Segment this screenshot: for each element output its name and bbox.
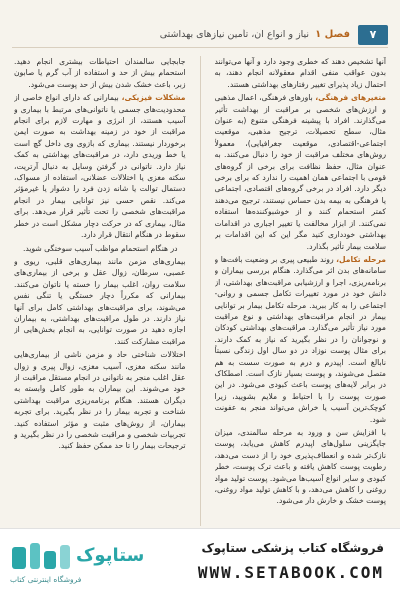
paragraph: بیماری‌های مزمن مانند بیماری‌های قلبی، ریوی و عصبی، سرطان، زوال عقل و برخی از بیماری‌های سلامت روان، اغلب بیمار را خسته یا ناتوان می‌کنند. بیمارانی که مکرراً دچار خستگی یا تنگی نفس می‌شوند، برای مراقبت‌های بهداشتی کامل برای آنها نیاز دارند. در طول مراقبت‌های بهداشتی، به بیماران اجازه دهید در صورت توانایی، به انجام بخش‌هایی از مراقبت مشارکت کنند.	[14, 256, 186, 346]
paragraph: مرحله تکامل، روند طبیعی پیری بر وضعیت بافت‌ها و سامانه‌های بدن اثر می‌گذارد. هنگام بررسی بیماران و برنامه‌ریزی، اجرا و ارزشیابی مراقبت‌های بهداشتی، از دانش خود در مورد تغییرات تکامل جسمی و روانی-اجتماعی را به کار ببرید. مرحله تکامل بیمار بر توانایی بیمار در انجام مراقبت‌های بهداشتی و نوع مراقبت مورد نیاز تأثیر می‌گذارد. مراقبت‌های بهداشتی کودکان و نوجوانان را در نظر بگیرید که نیاز به کمک دارند. برای مثال پوست نوزاد در دو سال اول زندگی نسبتاً نابالغ است. اپیدرم و درم به صورت سست به هم متصل می‌شوند، و پوست بسیار نازک است. اصطکاک در برابر لایه‌های پوست باعث کبودی می‌شود. در این صورت پوست را با احتیاط و ملایم بشویید، زیرا کوچک‌ترین آسیب یا خراش می‌تواند منجر به عفونت شود.	[214, 254, 386, 424]
paragraph: اختلالات شناختی حاد و مزمن ناشی از بیماری‌هایی مانند سکته مغزی، آسیب مغزی، زوال پیری و زوال عقل اغلب منجر به ناتوانی در انجام مستقل مراقبت از خود می‌شوند. این بیماران به طور کامل وابسته به دیگران هستند. هنگام برنامه‌ریزی مراقبت بهداشتی شناخت و تجربه بیمار را در نظر بگیرید. برای تجربه بیماران، از روش‌های مثبت و مؤثر استفاده کنید. تجربیات شخصی و مراقبت شخصی را در نظر بگیرید و ترجیحات بیمار را تا حد ممکن حفظ کنید.	[14, 350, 186, 451]
page-number: ۷	[358, 25, 388, 45]
setabook-logo[interactable]	[10, 537, 160, 589]
logo-mark-icon	[10, 541, 74, 575]
subheading: متغیرهای فرهنگی،	[315, 93, 386, 103]
column-divider	[200, 56, 201, 526]
chapter-label: فصل ۱	[315, 29, 350, 40]
store-name: فروشگاه کتاب پزشکی ستاپوک	[201, 541, 384, 555]
right-column	[215, 56, 387, 526]
subheading: مرحله تکامل،	[336, 254, 386, 264]
logo-tagline: فروشگاه اینترنتی کتاب	[10, 575, 82, 584]
paragraph: در هنگام استحمام مواظب آسیب سوختگی شوید.	[22, 243, 178, 253]
store-url[interactable]: WWW.SETABOOK.COM	[197, 563, 384, 582]
paragraph: آنها تشخیص دهند که خطری وجود دارد و آنها می‌توانند بدون عواقب منفی اقدام معقولانه انجام دهند، به احتمال زیاد پذیرای تغییر رفتارهای بهداشتی هستند.	[214, 57, 386, 89]
chapter-title: نیاز و انواع آن، تأمین نیازهای بهداشتی	[159, 29, 310, 40]
paragraph: جابجایی سالمندان احتیاطات بیشتری انجام دهید. استحمام بیش از حد و استفاده از آب گرم یا صابون زبر، باعث خشک شدن بیش از حد پوست می‌شود.	[14, 57, 186, 89]
paragraph: مشکلات فیزیکی، بیمارانی که دارای انواع خاصی از محدودیت‌های جسمی یا ناتوانی‌های مرتبط با بیماری و آسیب هستند، از انرژی و مهارت لازم برای انجام مراقبت از خود در زمینه بهداشت به صورت ایمن برخوردار نیستند. بیماری که بازوی وی داخل گچ است یا خط وریدی دارد، در مراقبت‌های بهداشتی به کمک نیاز دارد. ناتوانی در گرفتن وسایل به دنبال آرتریت، سکته مغزی یا اختلالات عضلانی، استفاده از مسواک، دستمال توالت یا شانه زدن فرد را دشوار یا غیرمؤثر می‌کند. نقص حسی نیز توانایی بیمار در انجام مراقبت‌های شخصی را تحت تأثیر قرار می‌دهد. برای مثال، بیماری که در حرکت دچار مشکل است در خطر سقوط در هنگام انتقال قرار دارد.	[14, 93, 186, 240]
paragraph: متغیرهای فرهنگی، باورهای فرهنگی، اعمال مذهبی و ارزش‌های شخصی بر مراقبت از بهداشت تأثیر می‌گذارند. افراد با پیشینه فرهنگی متنوع (به عنوان مثال، سطح تحصیلات، ترجیح مذهبی، موقعیت اجتماعی-اقتصادی، موقعیت جغرافیایی)، معمولاً روش‌های مختلف مراقبت از خود را دنبال می‌کنند. به عنوان مثال، حفظ نظافت برای برخی از گروه‌های قومی با اجتماعی همان اهمیت را ندارد که برای برخی دیگر دارد. افراد در برخی گروه‌های اقتصادی، اجتماعی یا فرهنگی به بیمه بدن حساس نیستند، ترجیح می‌دهند کمتر استحمام کنند و از خوشبوکننده‌ها استفاده نمی‌کنند. از ابزار مخالفت یا تغییر اجباری در اقدامات بهداشتی خودداری کنید مگر این که این اقدامات بر سلامت بیمار تأثیر بگذارد.	[214, 93, 386, 251]
watermark-footer	[0, 528, 400, 597]
left-column	[14, 56, 186, 526]
subheading: مشکلات فیزیکی،	[121, 93, 186, 103]
page-header	[12, 22, 388, 48]
logo-brand: ستاپوک	[76, 545, 145, 566]
text-columns	[14, 56, 386, 526]
paragraph: با افزایش سن و ورود به مرحله سالمندی، میزان جایگزینی سلول‌های اپیدرم کاهش می‌یابد، پوست نازک‌تر شده و انعطاف‌پذیری خود را از دست می‌دهد، رطوبت پوست کاهش یافته و باعث ترک پوست، خطر کبودی و سایر انواع آسیب‌ها می‌شود. پوست تولید مواد روغنی را کاهش می‌دهد، و با کاهش تولید مواد روغنی، پوست خشک و خارش دار می‌شود.	[214, 428, 386, 506]
